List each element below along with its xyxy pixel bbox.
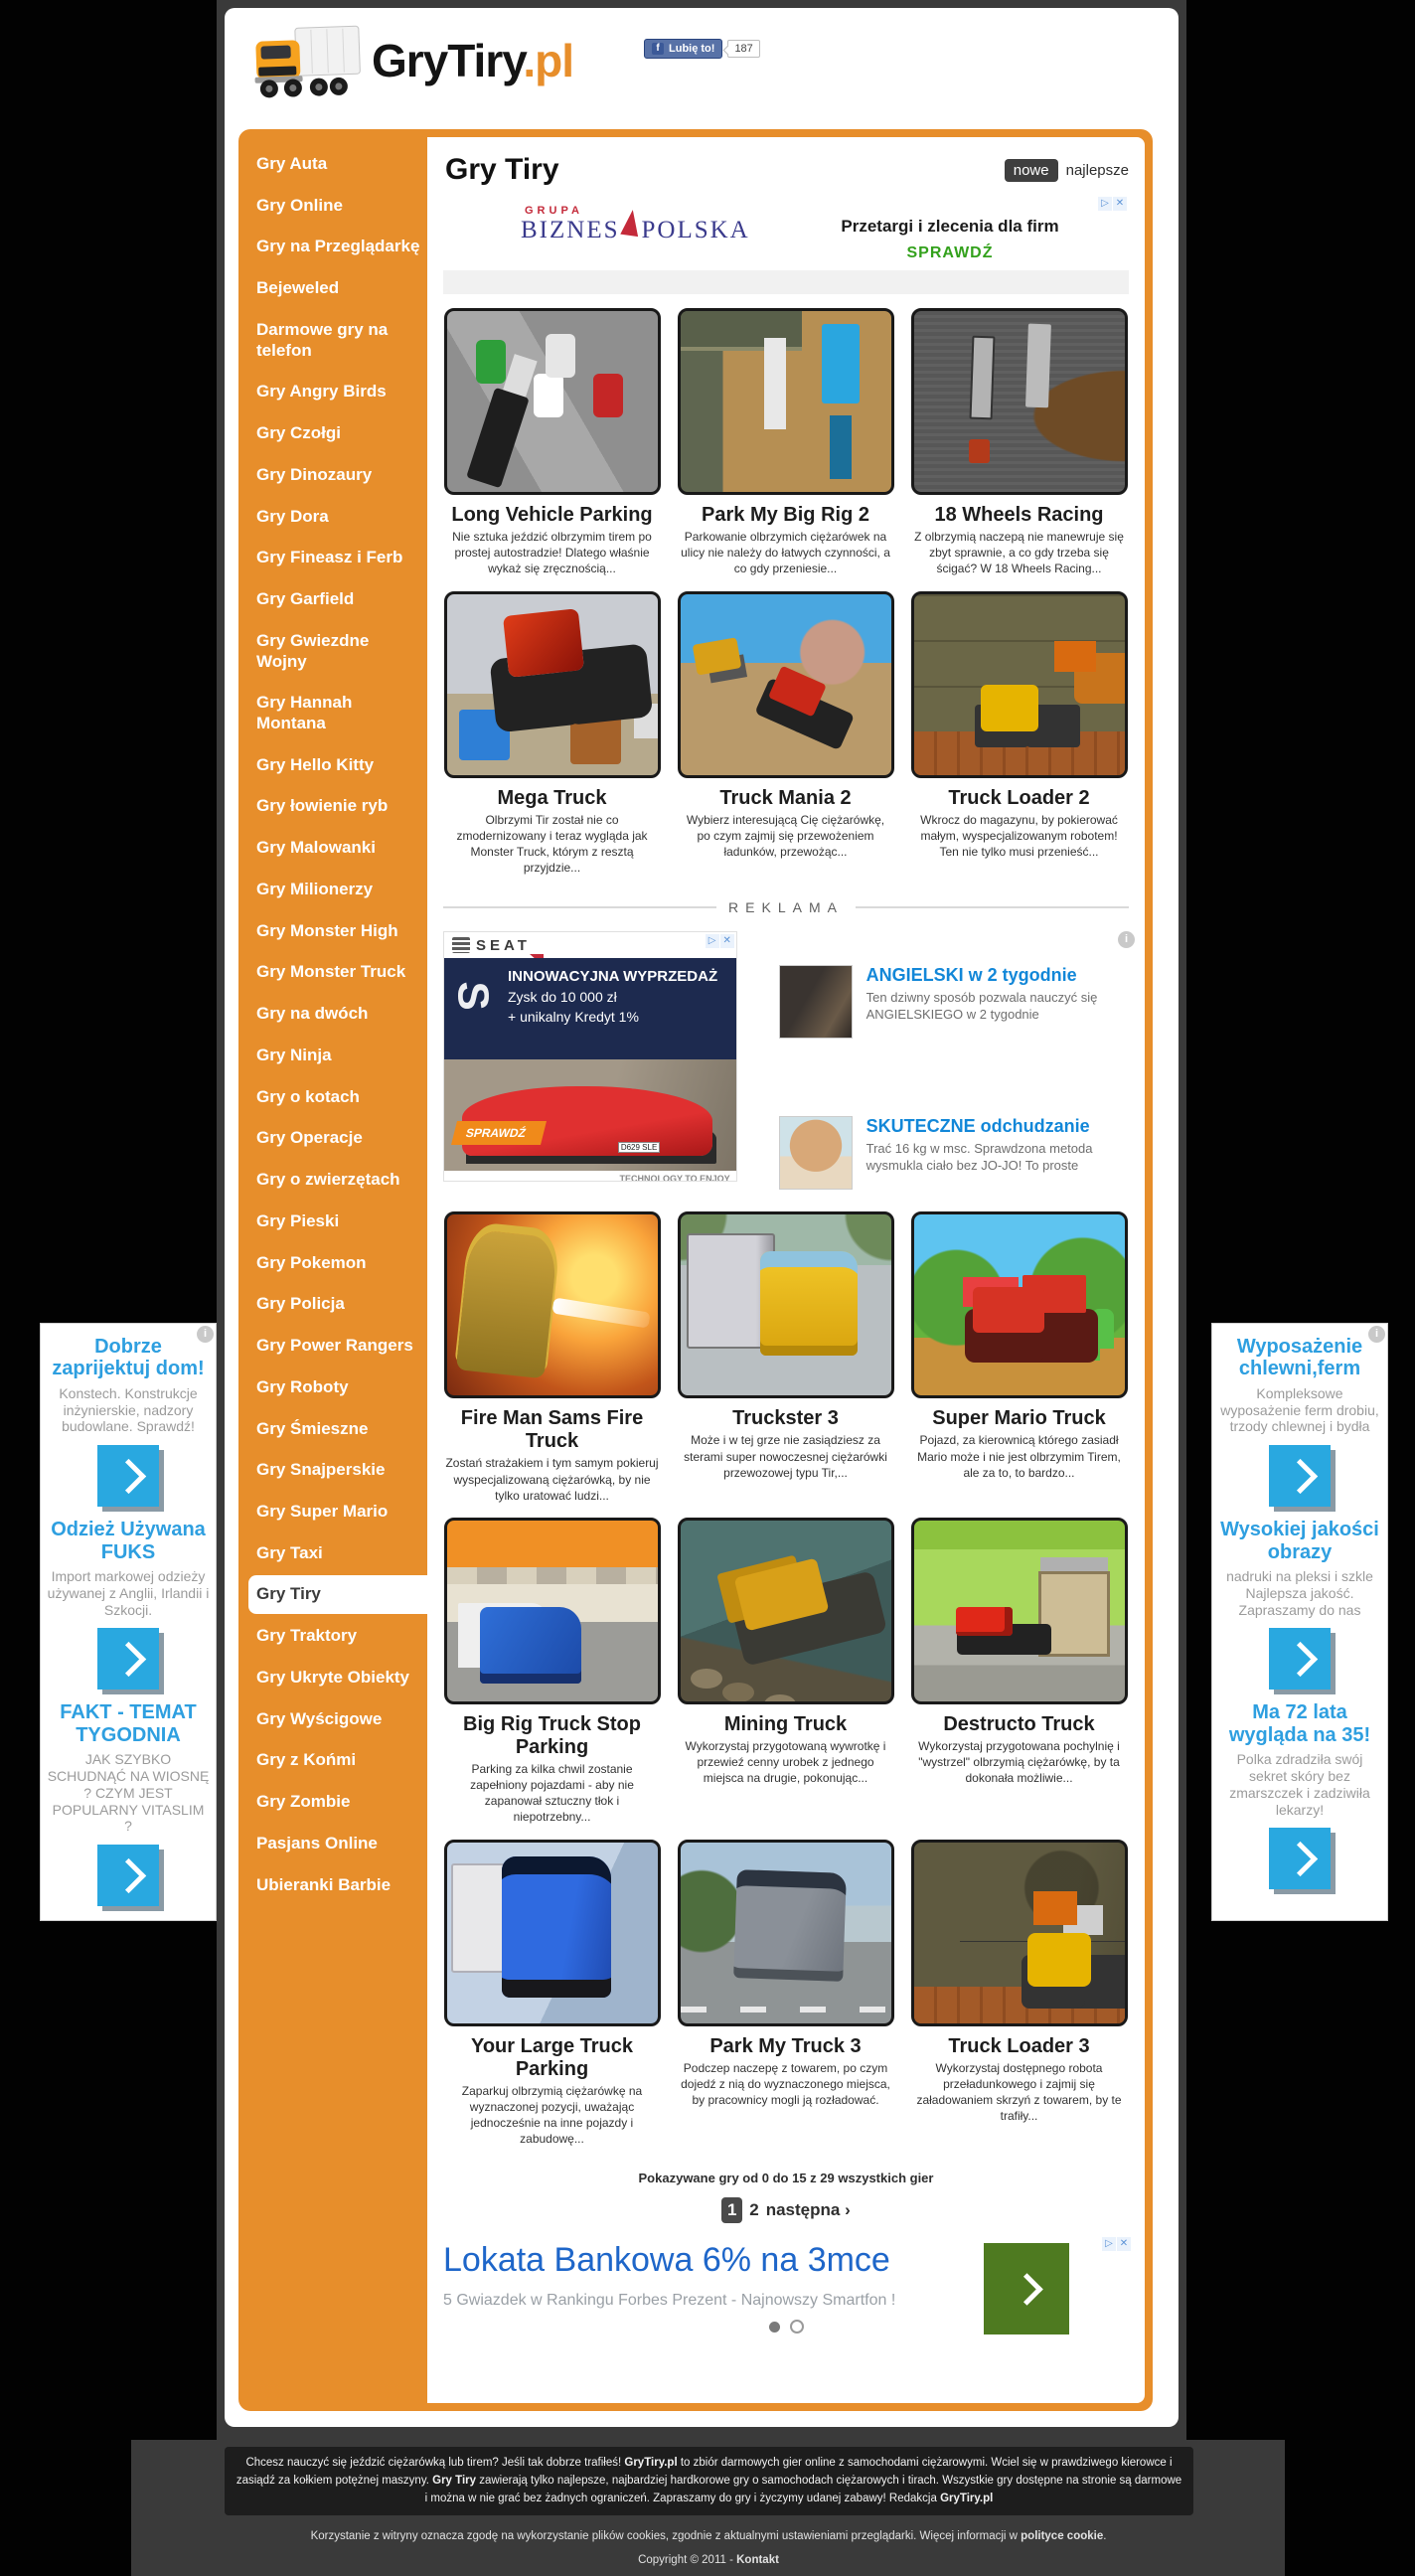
- sidebar-item[interactable]: [248, 1493, 427, 1531]
- chevron-right-icon: [1011, 2273, 1043, 2306]
- side-ad-arrow-button[interactable]: [97, 1445, 159, 1507]
- sidebar-item[interactable]: [248, 871, 427, 909]
- game-description: Parkowanie olbrzymich ciężarówek na ulicy nie należy do łatwych czynności, a co gdy przeniesie...: [681, 530, 890, 576]
- game-description: Wkrocz do magazynu, by pokierować małym, wyspecjalizowanym robotem! Ten nie tylko musi przenieść...: [920, 812, 1118, 859]
- orange-frame: [238, 129, 1153, 2411]
- game-title[interactable]: Mining Truck: [723, 1712, 848, 1735]
- dot-active[interactable]: [769, 2322, 780, 2333]
- seat-cta-button[interactable]: SPRAWDŹ: [451, 1121, 547, 1145]
- sidebar-item-label: Gry Dinozaury: [256, 464, 373, 484]
- sidebar-item[interactable]: [248, 1617, 427, 1656]
- sidebar-item[interactable]: [248, 622, 427, 681]
- game-card[interactable]: [669, 1211, 902, 1504]
- sidebar-item[interactable]: [248, 580, 427, 619]
- sidebar-item-label: Gry Pieski: [256, 1210, 340, 1230]
- game-card[interactable]: [435, 1518, 669, 1826]
- license-plate: D629 SLE: [618, 1142, 660, 1153]
- sidebar-item-label: Gry o zwierzętach: [256, 1170, 400, 1190]
- chevron-right-icon: [110, 1642, 145, 1677]
- side-ad-item[interactable]: [1218, 1701, 1381, 1889]
- game-title[interactable]: Your Large Truck Parking: [470, 2034, 633, 2080]
- sidebar-item-label: Pasjans Online: [256, 1833, 378, 1852]
- side-ad-headline[interactable]: FAKT - TEMAT TYGODNIA: [60, 1701, 197, 1746]
- sidebar-item[interactable]: [248, 787, 427, 826]
- pagination-page-2[interactable]: 2: [749, 2200, 759, 2220]
- game-thumbnail[interactable]: [911, 1211, 1128, 1398]
- sidebar-item-label: Gry Super Mario: [256, 1501, 389, 1521]
- adchoices-icons[interactable]: [1098, 197, 1127, 211]
- biznes-polska-logo: [521, 205, 750, 244]
- side-ad-body: JAK SZYBKO SCHUDNĄĆ NA WIOSNĘ ? CZYM JEST POPULARNY VITASLIM ?: [47, 1751, 210, 1835]
- sidebar-item[interactable]: [248, 1451, 427, 1490]
- site-logo-suffix: .pl: [523, 35, 574, 86]
- sidebar-item-label: Gry Snajperskie: [256, 1460, 386, 1480]
- site-header: [225, 8, 1179, 119]
- content-header: [427, 137, 1145, 191]
- game-thumbnail[interactable]: [911, 1840, 1128, 2026]
- game-description: Olbrzymi Tir został nie co zmodernizowany i teraz wygląda jak Monster Truck, którym z resztą przyjdzie...: [456, 812, 648, 876]
- game-description: Wykorzystaj przygotowaną wywrotkę i przewieź cenny urobek z jednego miejsca na drugie, pokonując...: [685, 1738, 886, 1786]
- sidebar-item-label: Gry łowienie ryb: [256, 796, 389, 816]
- sidebar-item-label: Gry Policja: [256, 1294, 345, 1314]
- side-ad-body: Import markowej odzieży używanej z Anglii, Irlandii i Szkocji.: [47, 1567, 210, 1618]
- sidebar-item[interactable]: [248, 1534, 427, 1573]
- sidebar-item[interactable]: [248, 539, 427, 577]
- sidebar-item-label: Gry Taxi: [256, 1542, 323, 1562]
- sidebar-item[interactable]: [248, 684, 427, 742]
- bottom-ad-headline[interactable]: Lokata Bankowa 6% na 3mce: [443, 2241, 890, 2280]
- seat-tagline: TECHNOLOGY TO ENJOY: [444, 1171, 736, 1182]
- sidebar-item-label: Gry Operacje: [256, 1128, 363, 1148]
- seat-ad-line1: INNOWACYJNA WYPRZEDAŻ: [508, 968, 718, 986]
- game-thumbnail[interactable]: [444, 308, 661, 495]
- sidebar-nav: [238, 145, 427, 1907]
- chevron-right-icon: [1282, 1458, 1317, 1493]
- sidebar-item[interactable]: [248, 1285, 427, 1324]
- game-title[interactable]: Truck Loader 3: [948, 2034, 1090, 2057]
- game-title[interactable]: Destructo Truck: [943, 1712, 1095, 1735]
- seat-ad-line3: + unikalny Kredyt 1%: [508, 1009, 639, 1026]
- sidebar-item[interactable]: [248, 1244, 427, 1283]
- sidebar-item-label: Gry Zombie: [256, 1792, 351, 1812]
- sidebar-item[interactable]: [248, 1161, 427, 1200]
- chevron-right-icon: [110, 1458, 145, 1493]
- game-thumbnail[interactable]: [444, 591, 661, 778]
- game-card[interactable]: [902, 591, 1136, 877]
- game-thumbnail[interactable]: [444, 1211, 661, 1398]
- facebook-like-widget: [644, 38, 760, 60]
- left-skyscraper-ad[interactable]: [40, 1323, 217, 1921]
- game-description: Nie sztuka jeździć olbrzymim tirem po prostej autostradzie! Dlatego właśnie wykaż się zręcznością...: [452, 530, 652, 576]
- adchoices-icons[interactable]: [706, 934, 734, 948]
- sidebar-item[interactable]: [248, 1783, 427, 1822]
- game-title[interactable]: Park My Big Rig 2: [702, 504, 869, 526]
- side-ad-headline[interactable]: Ma 72 lata wygląda na 35!: [1228, 1701, 1371, 1746]
- divider-line: [856, 906, 1129, 908]
- game-card[interactable]: [435, 591, 669, 877]
- sidebar-item-label: Gry Hello Kitty: [256, 754, 375, 774]
- game-card[interactable]: [902, 1211, 1136, 1504]
- sidebar-item[interactable]: [248, 1119, 427, 1158]
- sidebar-item-label: Gry Online: [256, 195, 343, 215]
- right-skyscraper-ad[interactable]: [1211, 1323, 1388, 1921]
- game-card[interactable]: [669, 1840, 902, 2148]
- pagination: [427, 2171, 1145, 2223]
- sidebar-item-label: Gry Power Rangers: [256, 1336, 413, 1356]
- game-title[interactable]: Super Mario Truck: [932, 1407, 1106, 1430]
- sidebar-item-label: Bejeweled: [256, 278, 340, 298]
- side-ad-arrow-button[interactable]: [1269, 1828, 1331, 1889]
- game-title[interactable]: Truckster 3: [732, 1407, 839, 1430]
- native-ad[interactable]: [779, 965, 1129, 1039]
- bottom-ad-arrow-button[interactable]: [984, 2243, 1069, 2334]
- main-panel: [225, 8, 1179, 2427]
- side-ad-arrow-button[interactable]: [97, 1845, 159, 1906]
- side-ad-headline[interactable]: Dobrze zaprijektuj dom!: [52, 1336, 205, 1380]
- adchoices-close-icon[interactable]: ✕: [720, 934, 734, 948]
- side-ad-item[interactable]: [47, 1519, 210, 1690]
- games-grid-bottom: [427, 1206, 1145, 2161]
- sidebar-item-label: Gry Auta: [256, 154, 328, 173]
- info-icon[interactable]: i: [1368, 1326, 1385, 1343]
- sidebar-item-label: Gry Śmieszne: [256, 1418, 369, 1438]
- side-ad-arrow-button[interactable]: [1269, 1628, 1331, 1690]
- sort-controls: [1005, 159, 1129, 182]
- adchoices-icons[interactable]: [1102, 2237, 1131, 2251]
- sidebar-item[interactable]: [248, 1825, 427, 1863]
- sidebar-item[interactable]: [248, 373, 427, 411]
- bottom-ad-body: 5 Gwiazdek w Rankingu Forbes Prezent - Najnowszy Smartfon !: [443, 2292, 896, 2310]
- sidebar-item-label: Gry o kotach: [256, 1086, 360, 1106]
- sidebar-item-label: Gry Ninja: [256, 1045, 332, 1064]
- middle-ads: [443, 931, 1129, 1188]
- game-thumbnail[interactable]: [911, 1518, 1128, 1704]
- game-thumbnail[interactable]: [678, 1518, 894, 1704]
- truck-logo-icon[interactable]: [246, 20, 368, 105]
- sidebar-item[interactable]: [248, 1575, 427, 1614]
- sidebar-item-label: Gry Fineasz i Ferb: [256, 548, 403, 567]
- biznes-polska-left: BIZNES: [521, 217, 620, 243]
- sidebar-item-label: Gry na Przeglądarkę: [256, 237, 420, 256]
- page-title: Gry Tiry: [445, 153, 559, 186]
- game-description: Zostań strażakiem i tym samym pokieruj wyspecjalizowaną ciężarówką, by nie tylko uratować ludzi...: [445, 1456, 659, 1503]
- divider-line: [443, 906, 716, 908]
- game-title[interactable]: Long Vehicle Parking: [451, 504, 653, 526]
- game-description: Wykorzystaj dostępnego robota przeładunkowego i zajmij się załadowaniem skrzyń z towarem, by te trafiły...: [916, 2060, 1122, 2124]
- native-ad-image[interactable]: [779, 1116, 853, 1190]
- sidebar-item[interactable]: [248, 829, 427, 868]
- facebook-like-button[interactable]: [644, 39, 722, 59]
- sidebar-item-label: Gry Milionerzy: [256, 879, 374, 898]
- seat-logo-icon: [452, 937, 470, 953]
- game-title[interactable]: 18 Wheels Racing: [934, 504, 1104, 526]
- side-ad-body: nadruki na pleksi i szkle Najlepsza jakość. Zapraszamy do nas: [1226, 1567, 1373, 1618]
- sidebar-item[interactable]: [248, 145, 427, 184]
- game-card[interactable]: [435, 308, 669, 577]
- sidebar-item[interactable]: [248, 1866, 427, 1905]
- sidebar-item-label: Gry Ukryte Obiekty: [256, 1667, 410, 1687]
- sidebar-item[interactable]: [248, 953, 427, 992]
- sidebar-item-label: Darmowe gry na telefon: [256, 319, 389, 360]
- game-title[interactable]: Truck Loader 2: [948, 786, 1090, 809]
- sidebar-item[interactable]: [248, 1327, 427, 1366]
- game-card[interactable]: [669, 308, 902, 577]
- game-title[interactable]: Mega Truck: [497, 786, 607, 809]
- dot-inactive[interactable]: [790, 2320, 804, 2334]
- sidebar-item[interactable]: [248, 1078, 427, 1117]
- sidebar-item-label: Gry na dwóch: [256, 1004, 369, 1024]
- game-description: Parking za kilka chwil zostanie zapełniony pojazdami - aby nie zapanował sztuczny tłok i niepotrzebny...: [470, 1761, 634, 1825]
- sidebar-item[interactable]: [248, 311, 427, 370]
- sidebar-item-label: Gry Malowanki: [256, 838, 376, 858]
- game-thumbnail[interactable]: [678, 1840, 894, 2026]
- game-thumbnail[interactable]: [444, 1518, 661, 1704]
- sidebar-item-label: Gry Wyścigowe: [256, 1708, 383, 1728]
- game-card[interactable]: [902, 1840, 1136, 2148]
- sidebar-item[interactable]: [248, 995, 427, 1034]
- game-title[interactable]: Big Rig Truck Stop Parking: [463, 1712, 641, 1758]
- sidebar-item[interactable]: [248, 414, 427, 453]
- game-description: Podczep naczepę z towarem, po czym dojedź z nią do wyznaczonego miejsca, by pracownicy mogli ją rozładować.: [681, 2060, 890, 2107]
- reklama-divider: [443, 899, 1129, 915]
- game-card[interactable]: [902, 1518, 1136, 1826]
- sidebar-item-label: Gry Angry Birds: [256, 382, 387, 402]
- site-wrapper: [217, 0, 1186, 2576]
- native-ads-column: [779, 931, 1129, 1188]
- game-card[interactable]: [669, 591, 902, 877]
- sidebar-item[interactable]: [248, 1368, 427, 1407]
- game-description: Z olbrzymią naczepą nie manewruje się zbyt sprawnie, a co gdy trzeba się ścigać? W 18 Wheels Racing...: [914, 530, 1124, 576]
- sidebar-item-label: Gry Tiry: [256, 1584, 321, 1604]
- side-ad-body: Polka zdradziła swój sekret skóry bez zmarszczek i zadziwiła lekarzy!: [1229, 1751, 1370, 1818]
- sidebar-item[interactable]: [248, 1037, 427, 1075]
- sidebar-item[interactable]: [248, 912, 427, 951]
- sidebar-item-label: Gry Monster Truck: [256, 962, 406, 982]
- info-icon[interactable]: i: [1118, 931, 1135, 948]
- game-description: Zaparkuj olbrzymią ciężarówkę na wyznaczonej pozycji, uważając jednocześnie na inne pojazdy i zabudowę...: [461, 2083, 643, 2147]
- sidebar-item[interactable]: [248, 228, 427, 266]
- adchoices-close-icon[interactable]: ✕: [1113, 197, 1127, 211]
- game-thumbnail[interactable]: [678, 591, 894, 778]
- game-card[interactable]: [435, 1211, 669, 1504]
- reklama-label: REKLAMA: [728, 899, 844, 916]
- sort-new-button[interactable]: nowe: [1005, 159, 1058, 182]
- top-ad-text: Przetargi i zlecenia dla firm: [841, 217, 1059, 236]
- side-ad-body: Konstech. Konstrukcje inżynierskie, nadzory budowlane. Sprawdź!: [59, 1384, 198, 1435]
- sidebar-item[interactable]: [248, 1741, 427, 1780]
- game-description: Wykorzystaj przygotowana pochylnię i "wystrzel" olbrzymią ciężarówkę, by ta dokonała możliwie...: [918, 1738, 1120, 1786]
- game-description: Pojazd, za kierownicą którego zasiadł Mario może i nie jest olbrzymim Tirem, ale za to, to bardzo...: [917, 1433, 1121, 1480]
- side-ad-body: Kompleksowe wyposażenie ferm drobiu, trzody chlewnej i bydła: [1220, 1384, 1379, 1435]
- seat-brand: SEAT: [476, 936, 531, 954]
- info-icon[interactable]: i: [197, 1326, 214, 1343]
- footer-cookie-notice[interactable]: Korzystanie z witryny oznacza zgodę na wykorzystanie plików cookies, zgodnie z aktualnymi ustawieniami przeglądarki. Więcej informacji w polityce cookie.: [310, 2530, 1107, 2542]
- game-thumbnail[interactable]: [444, 1840, 661, 2026]
- game-card[interactable]: [435, 1840, 669, 2148]
- biznes-polska-right: POLSKA: [641, 217, 750, 243]
- pagination-current-page: 1: [721, 2197, 742, 2223]
- native-ad-image[interactable]: [779, 965, 853, 1039]
- game-card[interactable]: [669, 1518, 902, 1826]
- sidebar-item-label: Gry Roboty: [256, 1376, 349, 1396]
- side-ad-arrow-button[interactable]: [97, 1628, 159, 1690]
- sidebar-item-label: Gry Monster High: [256, 920, 398, 940]
- sidebar-item[interactable]: [248, 456, 427, 495]
- adchoices-play-icon[interactable]: ▷: [1102, 2237, 1116, 2251]
- footer-copyright[interactable]: Copyright © 2011 - Kontakt: [638, 2554, 779, 2566]
- facebook-icon: f: [652, 43, 664, 55]
- facebook-like-label: Lubię to!: [669, 43, 715, 55]
- side-ad-item[interactable]: [1218, 1519, 1381, 1690]
- game-thumbnail[interactable]: [678, 1211, 894, 1398]
- biznes-polska-arrow-icon: [620, 209, 641, 237]
- game-title[interactable]: Fire Man Sams Fire Truck: [460, 1407, 644, 1453]
- sidebar-item-label: Gry Pokemon: [256, 1252, 367, 1272]
- game-thumbnail[interactable]: [678, 308, 894, 495]
- pagination-next-link[interactable]: następna ›: [765, 2200, 851, 2220]
- seat-ad[interactable]: [443, 931, 737, 1182]
- sidebar-item[interactable]: [248, 1700, 427, 1739]
- game-description: Może i w tej grze nie zasiądziesz za sterami super nowoczesnej ciężarówki przewozowej typu Tir,...: [684, 1433, 887, 1480]
- side-ad-headline[interactable]: Wyposażenie chlewni,ferm: [1236, 1336, 1363, 1380]
- adchoices-play-icon[interactable]: ▷: [706, 934, 719, 948]
- sidebar-item[interactable]: [248, 1203, 427, 1241]
- game-description: Wybierz interesującą Cię ciężarówkę, po czym zajmij się przewożeniem ładunków, przewożąc...: [686, 812, 885, 859]
- sidebar-item[interactable]: [248, 1659, 427, 1697]
- sidebar-item-label: Gry Czołgi: [256, 423, 342, 443]
- site-logo[interactable]: [372, 34, 573, 87]
- sidebar-item-label: Gry Dora: [256, 506, 329, 526]
- footer-about: Chcesz nauczyć się jeździć ciężarówką lub tirem? Jeśli tak dobrze trafiłeś! GryTiry.pl to zbiór darmowych gier online z samochodami ciężarowymi. Wciel się w prawdziwego kierowce i zasiądź za kołkiem potężnej maszyny. Gry Tiry zawierają tylko najlepsze, najbardziej hardkorowe gry o samochodach ciężarowych i tirach. Wszystkie gry dostępne na stronie są darmowe i można w nie grać bez żadnych ograniczeń. Zapraszamy do gry i życzymy udanej zabawy! Redakcja GryTiry.pl: [225, 2447, 1193, 2515]
- seat-emblem-icon: S: [448, 981, 498, 1011]
- sidebar-item[interactable]: [248, 746, 427, 785]
- sidebar-item-label: Gry Garfield: [256, 589, 355, 609]
- native-ad[interactable]: [779, 1116, 1129, 1190]
- side-ad-item[interactable]: [47, 1701, 210, 1906]
- native-ad-body: Trać 16 kg w msc. Sprawdzona metoda wysmukla ciało bez JO-JO! To proste: [865, 1141, 1093, 1174]
- seat-ad-line2: Zysk do 10 000 zł: [508, 989, 617, 1006]
- game-card[interactable]: [902, 308, 1136, 577]
- chevron-right-icon: [110, 1857, 145, 1892]
- top-ad-cta[interactable]: SPRAWDŹ: [906, 244, 994, 261]
- sidebar-item[interactable]: [248, 269, 427, 308]
- sidebar-item-label: Gry Traktory: [256, 1626, 358, 1646]
- pagination-summary: Pokazywane gry od 0 do 15 z 29 wszystkich gier: [638, 2171, 934, 2186]
- side-ad-headline[interactable]: Odzież Używana FUKS: [51, 1519, 206, 1563]
- game-thumbnail[interactable]: [911, 308, 1128, 495]
- adchoices-close-icon[interactable]: ✕: [1117, 2237, 1131, 2251]
- main-content: [427, 137, 1145, 2403]
- sort-best-link[interactable]: najlepsze: [1065, 162, 1129, 179]
- chevron-right-icon: [1282, 1842, 1317, 1876]
- game-title[interactable]: Park My Truck 3: [709, 2034, 862, 2057]
- native-ad-headline[interactable]: ANGIELSKI w 2 tygodnie: [865, 965, 1077, 986]
- bottom-ad[interactable]: [443, 2238, 1129, 2356]
- side-ad-item[interactable]: [1218, 1336, 1381, 1507]
- chevron-right-icon: [1282, 1642, 1317, 1677]
- game-thumbnail[interactable]: [911, 591, 1128, 778]
- biznes-polska-grupa: GRUPA: [525, 205, 583, 217]
- side-ad-arrow-button[interactable]: [1269, 1445, 1331, 1507]
- site-logo-main: GryTiry: [372, 35, 524, 86]
- top-banner-ad[interactable]: [443, 195, 1129, 294]
- sidebar-item[interactable]: [248, 187, 427, 226]
- games-grid-top: [427, 302, 1145, 889]
- game-title[interactable]: Truck Mania 2: [719, 786, 852, 809]
- adchoices-play-icon[interactable]: ▷: [1098, 197, 1112, 211]
- sidebar-item-label: Gry z Końmi: [256, 1750, 357, 1770]
- sidebar-item-label: Gry Gwiezdne Wojny: [256, 630, 370, 671]
- seat-car-photo: [444, 1059, 736, 1171]
- native-ad-headline[interactable]: SKUTECZNE odchudzanie: [865, 1116, 1090, 1137]
- facebook-like-count: 187: [727, 40, 759, 58]
- sidebar-item[interactable]: [248, 498, 427, 537]
- sidebar-item-label: Ubieranki Barbie: [256, 1874, 392, 1894]
- sidebar-item-label: Gry Hannah Montana: [256, 693, 353, 733]
- sidebar-item[interactable]: [248, 1410, 427, 1449]
- side-ad-item[interactable]: [47, 1336, 210, 1507]
- native-ad-body: Ten dziwny sposób pozwala nauczyć się ANGIELSKIEGO w 2 tygodnie: [865, 990, 1098, 1023]
- side-ad-headline[interactable]: Wysokiej jakości obrazy: [1220, 1519, 1379, 1563]
